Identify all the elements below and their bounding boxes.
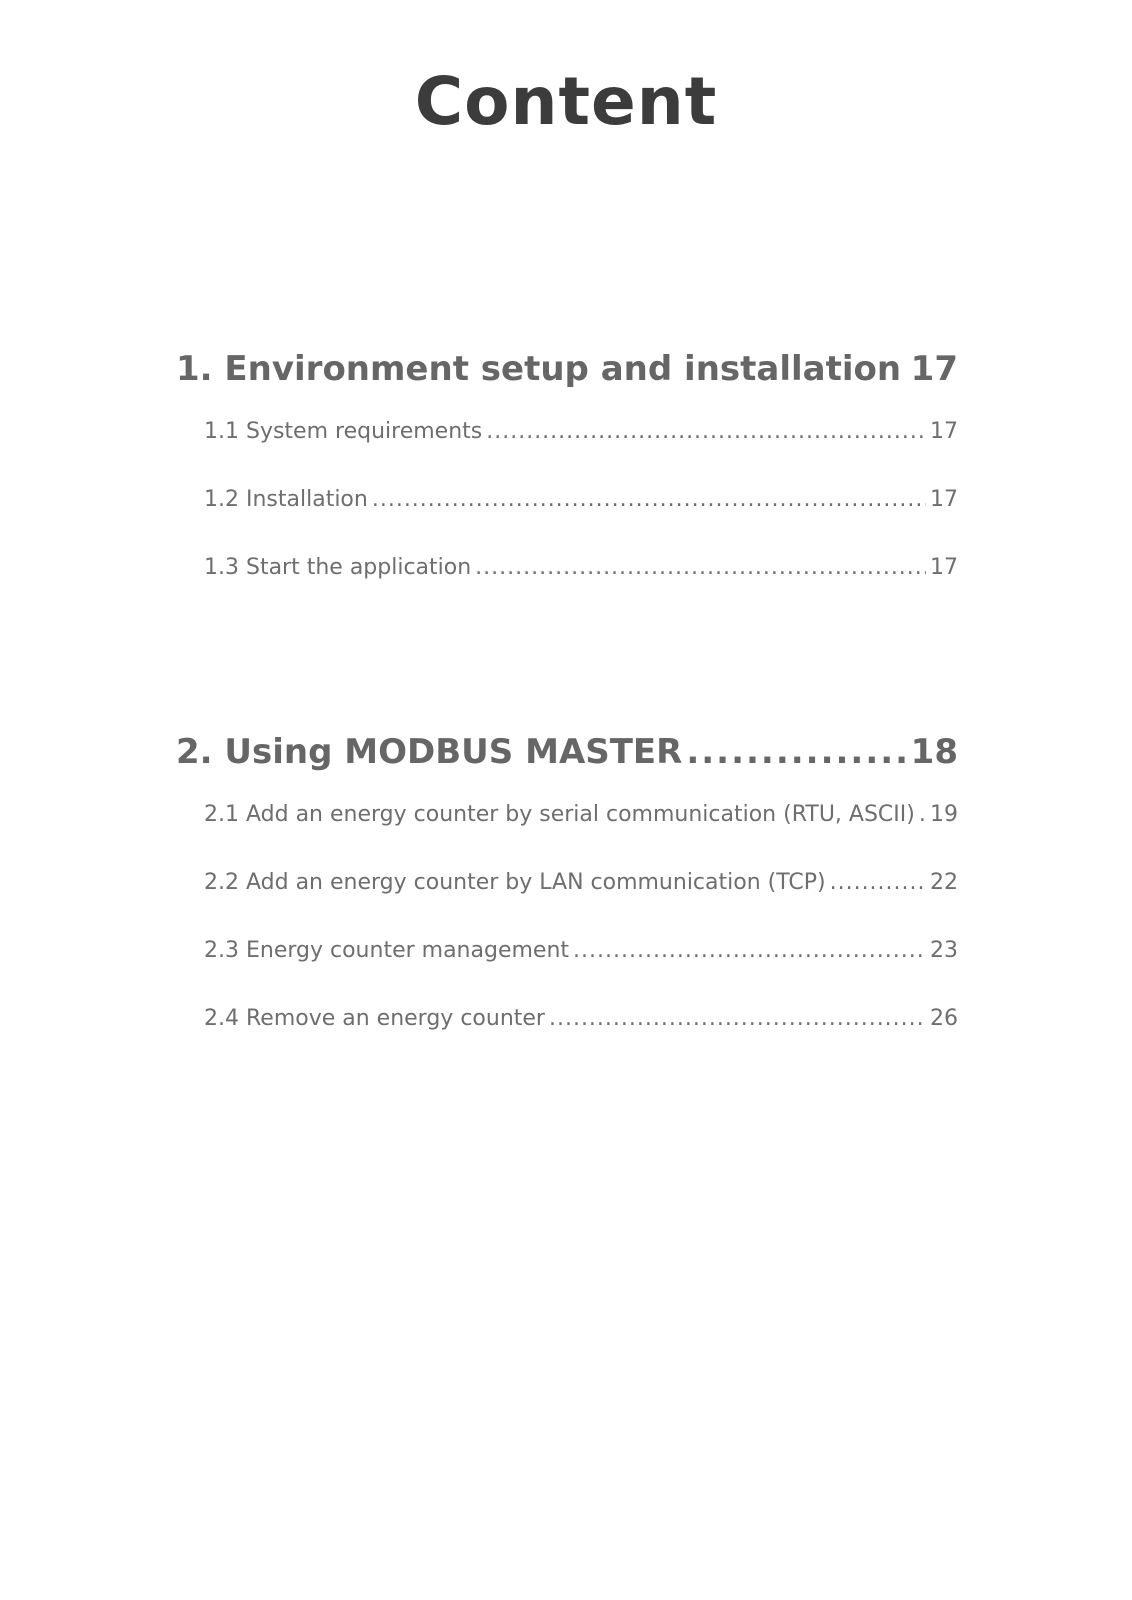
toc-entry-title [176, 728, 682, 776]
dot-leader [486, 417, 926, 447]
toc-entry-label: 2.1 Add an energy counter by serial communication (RTU, ASCII) [204, 802, 915, 827]
toc-entry-label: 1.2 Installation [204, 487, 368, 512]
toc-page-number: 18 [910, 732, 958, 772]
section-number: 1. [176, 349, 213, 389]
toc-page-number: 17 [910, 349, 958, 389]
toc-entry-remove-counter[interactable] [204, 1004, 958, 1034]
toc-entry-environment-setup[interactable] [176, 345, 958, 393]
page-title: Content [414, 63, 718, 140]
toc-entry-counter-management[interactable] [204, 936, 958, 966]
toc-entry-installation[interactable] [204, 485, 958, 515]
toc-page-number: 17 [930, 487, 958, 512]
section-number: 2. [176, 732, 213, 772]
dot-leader [549, 1004, 926, 1034]
toc-entry-using-modbus-master[interactable] [176, 728, 958, 776]
toc-entry-label: 2.4 Remove an energy counter [204, 1006, 545, 1031]
dot-leader [830, 868, 926, 898]
dot-leader [905, 345, 907, 393]
dot-leader [686, 728, 906, 776]
toc-page-number: 17 [930, 555, 958, 580]
section-title: Environment setup and installation [224, 349, 902, 389]
dot-leader [475, 553, 926, 583]
toc-entry-title [176, 345, 901, 393]
toc-entry-label: 1.1 System requirements [204, 419, 483, 444]
toc-section-2 [176, 728, 958, 1034]
toc-entry-label: 2.3 Energy counter management [204, 938, 570, 963]
toc-section-1 [176, 345, 958, 583]
toc-page-number: 17 [930, 419, 958, 444]
toc-page-number: 19 [930, 802, 958, 827]
toc-entry-system-requirements[interactable] [204, 417, 958, 447]
toc-page-number: 22 [930, 870, 958, 895]
toc-entry-label: 2.2 Add an energy counter by LAN communication (TCP) [204, 870, 826, 895]
dot-leader [372, 485, 926, 515]
toc-page-number: 26 [930, 1006, 958, 1031]
toc-page-number: 23 [930, 938, 958, 963]
toc-entry-add-serial-counter[interactable] [204, 800, 958, 830]
dot-leader [919, 800, 926, 830]
dot-leader [573, 936, 926, 966]
section-title: Using MODBUS MASTER [224, 732, 683, 772]
toc-entry-start-application[interactable] [204, 553, 958, 583]
toc-entry-add-lan-counter[interactable] [204, 868, 958, 898]
toc-entry-label: 1.3 Start the application [204, 555, 472, 580]
